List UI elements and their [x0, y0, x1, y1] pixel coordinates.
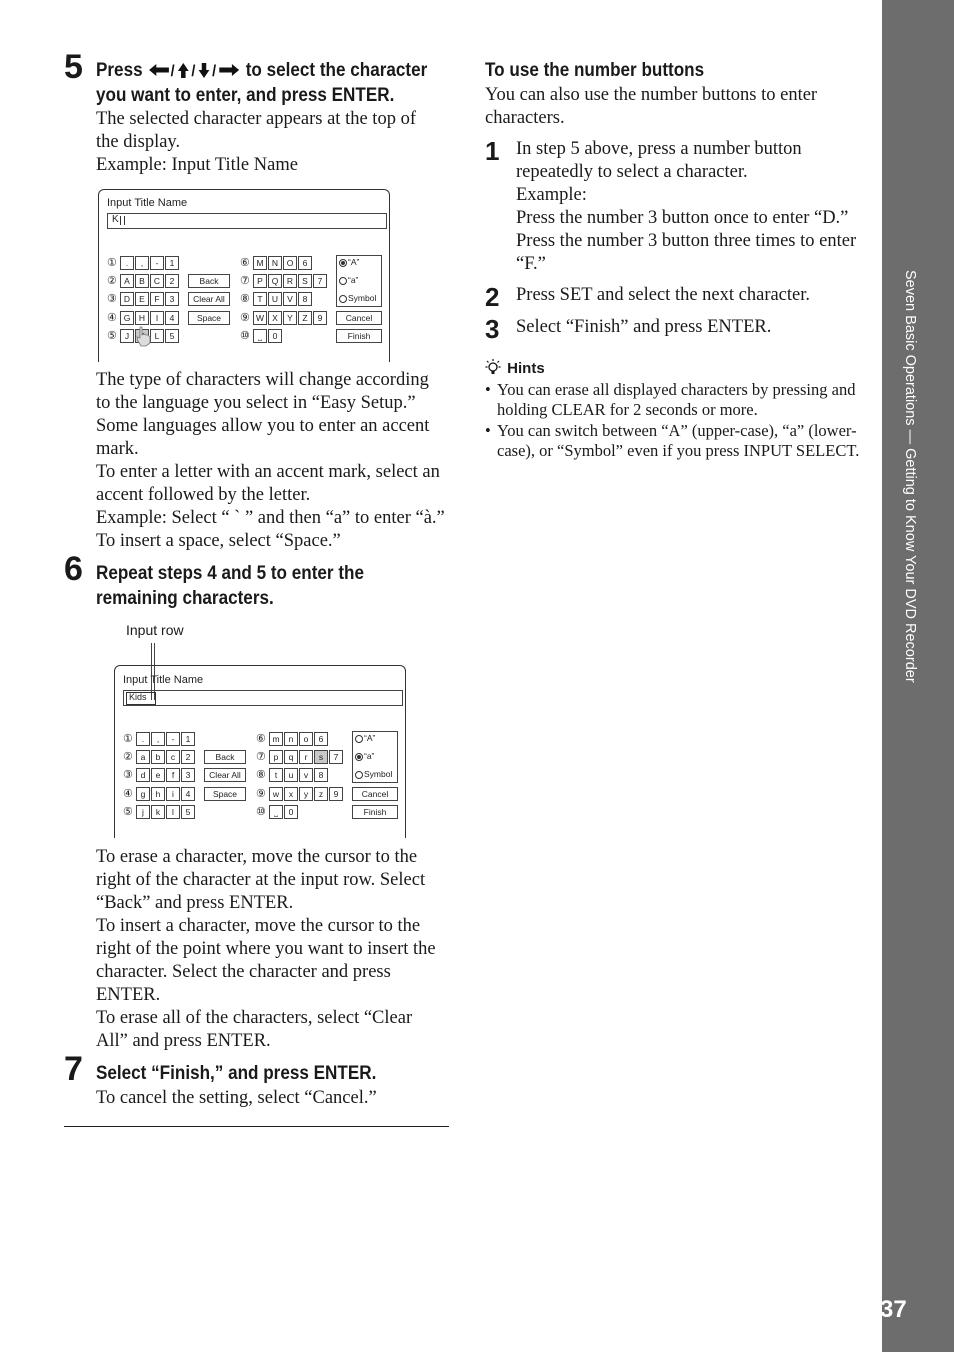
- row-number: ①: [107, 257, 117, 269]
- char-key[interactable]: N: [268, 256, 282, 270]
- char-key[interactable]: I: [150, 311, 164, 325]
- char-key[interactable]: 2: [165, 274, 179, 288]
- char-key[interactable]: D: [120, 292, 134, 306]
- char-key[interactable]: g: [136, 787, 150, 801]
- char-key[interactable]: i: [166, 787, 180, 801]
- step-5-heading-suffix: to select the character: [245, 60, 428, 81]
- text-line: All” and press ENTER.: [96, 1031, 271, 1051]
- step-5-heading-prefix: Press: [96, 60, 143, 81]
- space-key[interactable]: ⎵: [253, 329, 267, 343]
- char-key[interactable]: c: [166, 750, 180, 764]
- step-7-heading: Select “Finish,” and press ENTER.: [96, 1063, 377, 1084]
- char-key[interactable]: x: [284, 787, 298, 801]
- text-line: “Back” and press ENTER.: [96, 893, 294, 913]
- text-line: The selected character appears at the top of: [96, 109, 416, 129]
- char-key[interactable]: w: [269, 787, 283, 801]
- section-divider: [64, 1126, 449, 1127]
- char-key[interactable]: J: [120, 329, 134, 343]
- char-key[interactable]: q: [284, 750, 298, 764]
- heading-line: Repeat steps 4 and 5 to enter the: [96, 563, 364, 584]
- radio-symbol[interactable]: [355, 769, 392, 779]
- char-key[interactable]: Y: [283, 311, 297, 325]
- char-key[interactable]: 8: [298, 292, 312, 306]
- text-line: You can erase all displayed characters by pressing and: [497, 380, 856, 399]
- hint-item: •: [485, 421, 491, 440]
- char-key[interactable]: E: [135, 292, 149, 306]
- radio-label: Symbol: [348, 293, 377, 303]
- row-number: ⑥: [256, 733, 266, 745]
- char-key[interactable]: F: [150, 292, 164, 306]
- text-line: In step 5 above, press a number button: [516, 139, 802, 159]
- radio-selected-icon: [339, 259, 347, 267]
- char-key[interactable]: O: [283, 256, 297, 270]
- char-key[interactable]: 0: [284, 805, 298, 819]
- radio-icon: [355, 735, 363, 743]
- step-6-heading: [96, 561, 364, 611]
- finish-button[interactable]: Finish: [352, 805, 398, 819]
- row-number: ③: [123, 769, 133, 781]
- text-line: holding CLEAR for 2 seconds or more.: [497, 400, 758, 419]
- radio-label: Symbol: [364, 769, 393, 779]
- row-number: ⑧: [240, 293, 250, 305]
- char-key[interactable]: .: [120, 256, 134, 270]
- substep-1-number: 1: [485, 136, 500, 166]
- char-key[interactable]: W: [253, 311, 267, 325]
- char-key[interactable]: 5: [165, 329, 179, 343]
- row-number: ⑧: [256, 769, 266, 781]
- char-key[interactable]: z: [314, 787, 328, 801]
- row-number: ⑥: [240, 257, 250, 269]
- char-key[interactable]: 6: [314, 732, 328, 746]
- number-buttons-heading: To use the number buttons: [485, 60, 705, 81]
- hint-text: [497, 380, 855, 420]
- text-line: To erase all of the characters, select “Clear: [96, 1008, 413, 1028]
- text-line: character. Select the character and press: [96, 962, 391, 982]
- row-number: ⑦: [240, 275, 250, 287]
- row-number: ①: [123, 733, 133, 745]
- hints-title: Hints: [507, 360, 545, 377]
- text-line: Example: Input Title Name: [96, 155, 298, 175]
- char-key[interactable]: Q: [268, 274, 282, 288]
- text-line: Example: Select “ ` ” and then “a” to enter “à.”: [96, 508, 445, 528]
- radio-label: “a”: [348, 275, 359, 285]
- radio-symbol[interactable]: [339, 293, 376, 303]
- text-line: mark.: [96, 439, 139, 459]
- char-key[interactable]: S: [298, 274, 312, 288]
- char-key[interactable]: d: [136, 768, 150, 782]
- row-number: ②: [107, 275, 117, 287]
- text-line: Example:: [516, 185, 587, 205]
- text-line: Press the number 3 button once to enter “D.”: [516, 208, 849, 228]
- char-key-selected[interactable]: s: [314, 750, 328, 764]
- char-key[interactable]: t: [269, 768, 283, 782]
- char-key[interactable]: f: [166, 768, 180, 782]
- char-key[interactable]: A: [120, 274, 134, 288]
- char-key[interactable]: 3: [165, 292, 179, 306]
- radio-lower[interactable]: [339, 275, 358, 285]
- radio-label: “A”: [364, 733, 376, 743]
- clear-all-button[interactable]: Clear All: [204, 768, 246, 782]
- radio-label: “a”: [364, 751, 375, 761]
- cancel-button[interactable]: Cancel: [352, 787, 398, 801]
- char-key[interactable]: v: [299, 768, 313, 782]
- char-key[interactable]: X: [268, 311, 282, 325]
- radio-lower[interactable]: [355, 751, 374, 761]
- char-key[interactable]: V: [283, 292, 297, 306]
- char-key[interactable]: T: [253, 292, 267, 306]
- screen-title: Input Title Name: [123, 674, 204, 686]
- char-key[interactable]: 4: [165, 311, 179, 325]
- char-key[interactable]: C: [150, 274, 164, 288]
- char-key[interactable]: e: [151, 768, 165, 782]
- char-key[interactable]: Z: [298, 311, 312, 325]
- char-key[interactable]: k: [151, 805, 165, 819]
- input-row[interactable]: [123, 690, 403, 706]
- arrow-buttons-icon: [147, 62, 241, 78]
- text-line: “F.”: [516, 254, 546, 274]
- title-input-screen-1: [98, 189, 390, 363]
- text-line: characters.: [485, 108, 565, 128]
- substep-1-text: [516, 138, 856, 276]
- number-buttons-intro: [485, 84, 817, 130]
- page-number: 37: [880, 1296, 907, 1323]
- input-value: Kids: [129, 692, 147, 702]
- char-key[interactable]: 3: [181, 768, 195, 782]
- row-number: ⑤: [107, 330, 117, 342]
- text-line: To insert a character, move the cursor to the: [96, 916, 421, 936]
- radio-upper[interactable]: [339, 257, 359, 267]
- char-key[interactable]: -: [166, 732, 180, 746]
- substep-3-text: Select “Finish” and press ENTER.: [516, 317, 772, 337]
- text-cursor: [120, 216, 125, 225]
- char-key[interactable]: 1: [181, 732, 195, 746]
- input-value: K: [112, 214, 119, 225]
- step-6-number: 6: [64, 550, 83, 588]
- hints-header: [485, 358, 545, 377]
- char-key[interactable]: R: [283, 274, 297, 288]
- char-key[interactable]: 7: [313, 274, 327, 288]
- char-key[interactable]: j: [136, 805, 150, 819]
- char-key[interactable]: -: [150, 256, 164, 270]
- text-line: Press the number 3 button three times to enter: [516, 231, 857, 251]
- row-number: ⑨: [256, 788, 266, 800]
- step-7-number: 7: [64, 1050, 83, 1088]
- char-key[interactable]: h: [151, 787, 165, 801]
- svg-text:/: /: [170, 62, 175, 78]
- finish-button[interactable]: Finish: [336, 329, 382, 343]
- row-number: ④: [107, 312, 117, 324]
- char-key[interactable]: u: [284, 768, 298, 782]
- char-key[interactable]: r: [299, 750, 313, 764]
- step-5-heading-line2: you want to enter, and press ENTER.: [96, 85, 395, 106]
- char-key[interactable]: 2: [181, 750, 195, 764]
- char-key[interactable]: ,: [151, 732, 165, 746]
- char-key[interactable]: H: [135, 311, 149, 325]
- text-line: repeatedly to select a character.: [516, 162, 748, 182]
- text-line: To enter a letter with an accent mark, select an: [96, 462, 440, 482]
- text-line: Some languages allow you to enter an accent: [96, 416, 430, 436]
- radio-icon: [355, 771, 363, 779]
- char-key[interactable]: y: [299, 787, 313, 801]
- space-button[interactable]: Space: [188, 311, 230, 325]
- text-line: the display.: [96, 132, 181, 152]
- chapter-title: Seven Basic Operations — Getting to Know Your DVD Recorder: [902, 270, 918, 683]
- char-key[interactable]: b: [151, 750, 165, 764]
- char-key[interactable]: 5: [181, 805, 195, 819]
- radio-upper[interactable]: [355, 733, 375, 743]
- text-line: accent followed by the letter.: [96, 485, 311, 505]
- text-line: You can also use the number buttons to enter: [485, 85, 818, 105]
- row-number: ⑦: [256, 751, 266, 763]
- lightbulb-icon: [485, 358, 503, 376]
- space-key[interactable]: ⎵: [269, 805, 283, 819]
- text-line: to the language you select in “Easy Setup.”: [96, 393, 416, 413]
- hint-item: •: [485, 380, 491, 399]
- radio-selected-icon: [355, 753, 363, 761]
- svg-text:/: /: [191, 62, 196, 78]
- space-button[interactable]: Space: [204, 787, 246, 801]
- char-key[interactable]: 9: [313, 311, 327, 325]
- char-key[interactable]: G: [120, 311, 134, 325]
- char-key[interactable]: 1: [165, 256, 179, 270]
- text-line: right of the character at the input row. Select: [96, 870, 426, 890]
- step-5-heading: [96, 58, 427, 83]
- svg-text:/: /: [212, 62, 217, 78]
- char-key[interactable]: p: [269, 750, 283, 764]
- row-number: ⑤: [123, 806, 133, 818]
- step-5-body: [96, 108, 416, 177]
- char-key[interactable]: B: [135, 274, 149, 288]
- char-key[interactable]: ,: [135, 256, 149, 270]
- edit-explanation: [96, 846, 436, 1053]
- char-key[interactable]: 9: [329, 787, 343, 801]
- step-7-body: To cancel the setting, select “Cancel.”: [96, 1088, 377, 1108]
- substep-2-text: Press SET and select the next character.: [516, 285, 811, 305]
- hint-text: [497, 421, 859, 461]
- char-key[interactable]: U: [268, 292, 282, 306]
- char-key[interactable]: P: [253, 274, 267, 288]
- back-button[interactable]: Back: [188, 274, 230, 288]
- radio-icon: [339, 277, 347, 285]
- step-5-number: 5: [64, 48, 83, 86]
- radio-label: “A”: [348, 257, 360, 267]
- text-line: You can switch between “A” (upper-case), “a” (lower-: [497, 421, 857, 440]
- title-input-screen-2: [114, 665, 406, 839]
- substep-3-number: 3: [485, 314, 500, 344]
- substep-2-number: 2: [485, 282, 500, 312]
- input-row[interactable]: [107, 213, 387, 229]
- row-number: ⑨: [240, 312, 250, 324]
- char-key[interactable]: L: [150, 329, 164, 343]
- row-number: ④: [123, 788, 133, 800]
- char-key[interactable]: 0: [268, 329, 282, 343]
- char-key[interactable]: 8: [314, 768, 328, 782]
- text-line: The type of characters will change according: [96, 370, 429, 390]
- row-number: ③: [107, 293, 117, 305]
- accent-explanation: [96, 369, 445, 553]
- row-number: ②: [123, 751, 133, 763]
- char-key[interactable]: 7: [329, 750, 343, 764]
- heading-line: remaining characters.: [96, 588, 274, 609]
- row-number: ⑩: [240, 330, 250, 342]
- char-key[interactable]: o: [299, 732, 313, 746]
- screen-title: Input Title Name: [107, 197, 188, 209]
- row-number: ⑩: [256, 806, 266, 818]
- char-key[interactable]: 6: [298, 256, 312, 270]
- char-key[interactable]: .: [136, 732, 150, 746]
- text-line: right of the point where you want to insert the: [96, 939, 436, 959]
- back-button[interactable]: Back: [204, 750, 246, 764]
- char-key[interactable]: m: [269, 732, 283, 746]
- chapter-sidebar: [882, 0, 954, 1352]
- char-key[interactable]: a: [136, 750, 150, 764]
- text-line: case), or “Symbol” even if you press INPUT SELECT.: [497, 441, 860, 460]
- cursor-hand-icon: [134, 325, 154, 347]
- text-line: ENTER.: [96, 985, 161, 1005]
- char-key[interactable]: 4: [181, 787, 195, 801]
- char-key[interactable]: M: [253, 256, 267, 270]
- clear-all-button[interactable]: Clear All: [188, 292, 230, 306]
- radio-icon: [339, 295, 347, 303]
- char-key[interactable]: n: [284, 732, 298, 746]
- text-line: To insert a space, select “Space.”: [96, 531, 341, 551]
- char-key[interactable]: l: [166, 805, 180, 819]
- text-line: To erase a character, move the cursor to the: [96, 847, 418, 867]
- cancel-button[interactable]: Cancel: [336, 311, 382, 325]
- input-row-label: Input row: [126, 622, 184, 638]
